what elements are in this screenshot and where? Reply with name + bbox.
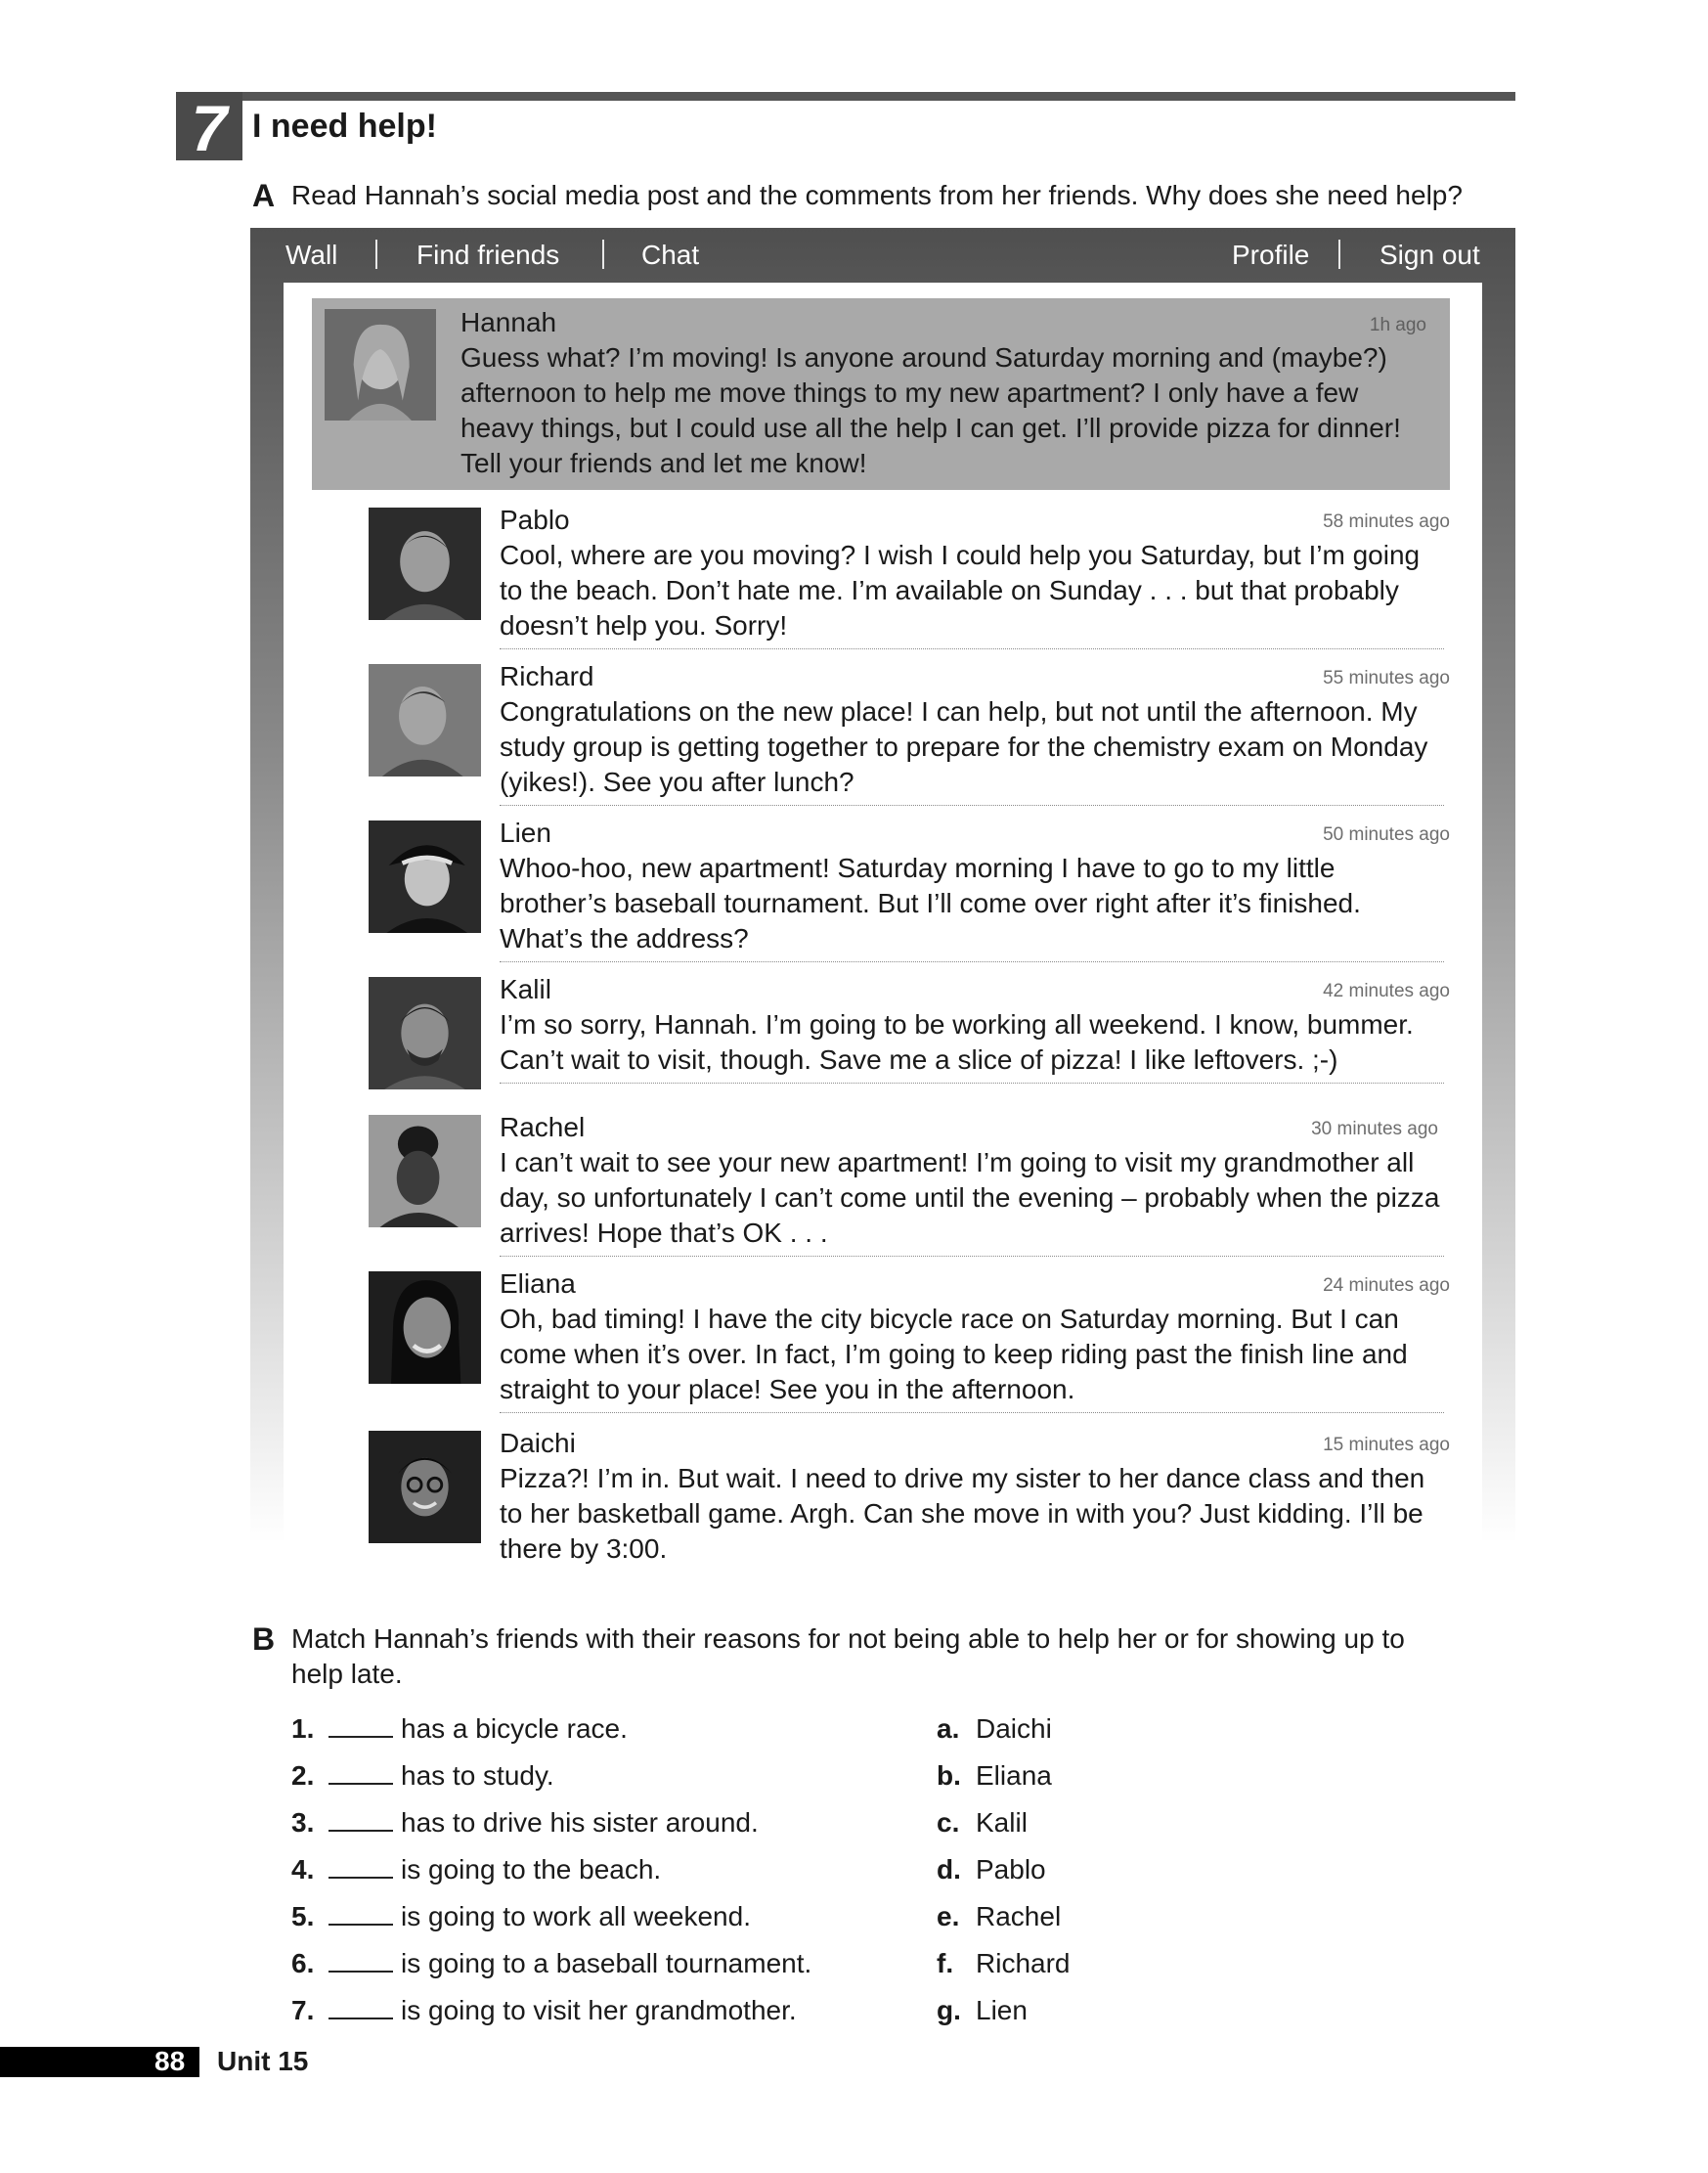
option-letter: e.	[937, 1901, 960, 1931]
post-time: 1h ago	[1369, 315, 1426, 335]
option-item	[937, 1805, 1028, 1840]
nav-find-friends[interactable]: Find friends	[416, 240, 560, 270]
comment-text: Cool, where are you moving? I wish I could help you Saturday, but I’m going to the beach. Don’t hate me. I’m available on Sunday . . . but that probably doesn’t help you. Sorry!	[500, 540, 1421, 641]
option-item	[937, 1946, 1070, 1981]
match-item	[291, 1946, 811, 1981]
comment-time: 15 minutes ago	[1323, 1435, 1450, 1455]
comment-author[interactable]: Lien	[500, 818, 551, 848]
match-item-number: 7.	[291, 1995, 315, 2025]
comment-text: Whoo-hoo, new apartment! Saturday morning I have to go to my little brother’s baseball tournament. But I’ll come over right after it’s finished. What’s the address?	[500, 853, 1361, 953]
match-item	[291, 1805, 759, 1840]
section-a-instruction	[252, 178, 1523, 213]
comment-divider	[500, 648, 1444, 649]
main-post	[312, 298, 1450, 490]
option-name: Richard	[976, 1948, 1071, 1978]
avatar-hannah	[325, 309, 436, 421]
section-a-text: Read Hannah’s social media post and the comments from her friends. Why does she need help?	[291, 180, 1463, 210]
comment-author[interactable]: Pablo	[500, 505, 570, 535]
answer-blank[interactable]	[328, 1994, 393, 2019]
avatar-eliana	[369, 1271, 481, 1384]
avatar-kalil	[369, 977, 481, 1089]
comment-divider	[500, 1412, 1444, 1413]
comment-divider	[500, 1256, 1444, 1257]
option-item	[937, 1711, 1052, 1747]
comment-text: Pizza?! I’m in. But wait. I need to drive my sister to her dance class and then to her basketball game. Argh. Can she move in with you? Just kidding. I’ll be there by 3:00.	[500, 1463, 1425, 1564]
post-author[interactable]: Hannah	[460, 307, 557, 337]
comment-author[interactable]: Kalil	[500, 974, 551, 1004]
match-item	[291, 1711, 628, 1747]
section-b-text: Match Hannah’s friends with their reasons for not being able to help her or for showing up to help late.	[291, 1623, 1405, 1689]
avatar-daichi	[369, 1431, 481, 1543]
option-name: Pablo	[976, 1854, 1046, 1885]
comment-text: I’m so sorry, Hannah. I’m going to be working all weekend. I know, bummer. Can’t wait to visit, though. Save me a slice of pizza! I like leftovers. ;-)	[500, 1009, 1414, 1075]
nav-wall[interactable]: Wall	[285, 240, 338, 270]
comment-time: 50 minutes ago	[1323, 824, 1450, 845]
nav-sign-out[interactable]: Sign out	[1380, 240, 1480, 270]
option-letter: a.	[937, 1713, 960, 1744]
exercise-number: 7	[176, 92, 242, 160]
nav-separator	[375, 240, 377, 269]
comment-author[interactable]: Rachel	[500, 1112, 586, 1142]
match-item	[291, 1758, 554, 1794]
answer-blank[interactable]	[328, 1900, 393, 1926]
social-nav-bar	[250, 228, 1515, 283]
nav-profile[interactable]: Profile	[1232, 240, 1310, 270]
comment-text: I can’t wait to see your new apartment! I’m going to visit my grandmother all day, so unfortunately I can’t come until the evening – probably when the pizza arrives! Hope that’s OK . . .	[500, 1147, 1440, 1248]
match-item-number: 1.	[291, 1713, 315, 1744]
match-item-number: 3.	[291, 1807, 315, 1838]
option-letter: f.	[937, 1948, 954, 1978]
match-item-number: 2.	[291, 1760, 315, 1791]
option-name: Kalil	[976, 1807, 1028, 1838]
match-item-number: 6.	[291, 1948, 315, 1978]
comment-time: 30 minutes ago	[1311, 1119, 1438, 1139]
nav-chat[interactable]: Chat	[641, 240, 700, 270]
match-item-text: is going to the beach.	[401, 1854, 662, 1885]
option-name: Daichi	[976, 1713, 1052, 1744]
comment-author[interactable]: Eliana	[500, 1268, 576, 1299]
section-b-instruction	[252, 1621, 1445, 1692]
comment-divider	[500, 961, 1444, 962]
option-item	[937, 1758, 1052, 1794]
match-item-text: is going to a baseball tournament.	[401, 1948, 812, 1978]
option-letter: c.	[937, 1807, 960, 1838]
match-item-number: 5.	[291, 1901, 315, 1931]
answer-blank[interactable]	[328, 1712, 393, 1738]
post-text: Guess what? I’m moving! Is anyone around Saturday morning and (maybe?) afternoon to help me move things to my new apartment? I only have a few heavy things, but I could use all the help I can get. I’ll provide pizza for dinner! Tell your friends and let me know!	[460, 342, 1401, 478]
match-item	[291, 1899, 751, 1934]
match-item	[291, 1993, 797, 2028]
avatar-richard	[369, 664, 481, 776]
match-item	[291, 1852, 661, 1887]
comment-text: Congratulations on the new place! I can help, but not until the afternoon. My study group is getting together to prepare for the chemistry exam on Monday (yikes!). See you after lunch?	[500, 696, 1428, 797]
exercise-title: I need help!	[252, 108, 437, 145]
option-letter: b.	[937, 1760, 961, 1791]
comment-divider	[500, 805, 1444, 806]
section-b-letter: B	[252, 1621, 276, 1657]
section-a-letter: A	[252, 178, 276, 213]
page-number: 88	[154, 2046, 186, 2076]
option-letter: d.	[937, 1854, 961, 1885]
answer-blank[interactable]	[328, 1947, 393, 1973]
match-item-text: is going to visit her grandmother.	[401, 1995, 797, 2025]
option-item	[937, 1899, 1061, 1934]
option-item	[937, 1993, 1028, 2028]
match-item-text: is going to work all weekend.	[401, 1901, 751, 1931]
option-name: Rachel	[976, 1901, 1062, 1931]
comment-time: 58 minutes ago	[1323, 511, 1450, 532]
avatar-rachel	[369, 1115, 481, 1227]
answer-blank[interactable]	[328, 1806, 393, 1832]
match-item-number: 4.	[291, 1854, 315, 1885]
comment-time: 42 minutes ago	[1323, 981, 1450, 1001]
answer-blank[interactable]	[328, 1853, 393, 1879]
option-letter: g.	[937, 1995, 961, 2025]
option-name: Eliana	[976, 1760, 1052, 1791]
match-item-text: has to study.	[401, 1760, 554, 1791]
header-rule	[176, 92, 1515, 101]
comment-author[interactable]: Richard	[500, 661, 594, 691]
social-media-panel	[250, 228, 1515, 1564]
unit-label: Unit 15	[217, 2046, 309, 2076]
comment-text: Oh, bad timing! I have the city bicycle race on Saturday morning. But I can come when it’s over. In fact, I’m going to keep riding past the finish line and straight to your place! See you in the afternoon.	[500, 1304, 1408, 1404]
nav-separator	[1338, 240, 1340, 269]
answer-blank[interactable]	[328, 1759, 393, 1785]
option-item	[937, 1852, 1046, 1887]
avatar-lien	[369, 820, 481, 933]
comment-author[interactable]: Daichi	[500, 1428, 576, 1458]
option-name: Lien	[976, 1995, 1028, 2025]
comment-divider	[500, 1083, 1444, 1084]
match-item-text: has to drive his sister around.	[401, 1807, 759, 1838]
nav-separator	[602, 240, 604, 269]
comment-time: 24 minutes ago	[1323, 1275, 1450, 1296]
avatar-pablo	[369, 508, 481, 620]
match-item-text: has a bicycle race.	[401, 1713, 628, 1744]
comment-time: 55 minutes ago	[1323, 668, 1450, 688]
